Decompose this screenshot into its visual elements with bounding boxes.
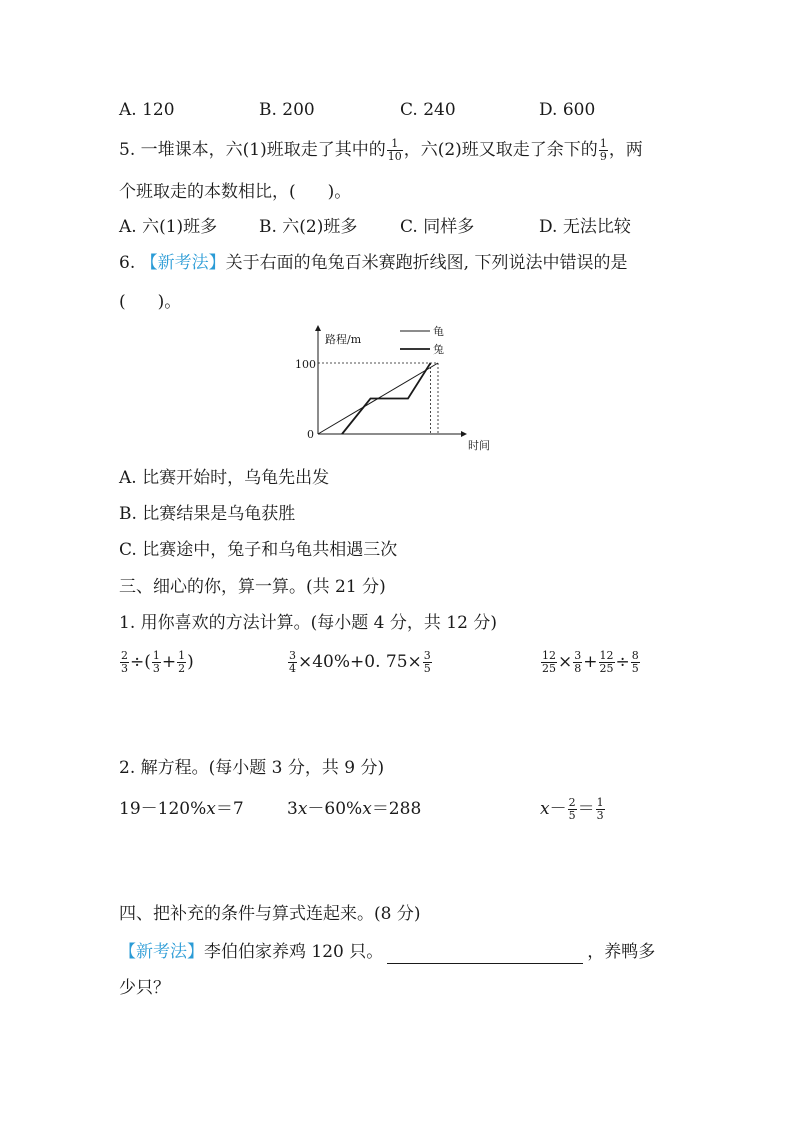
q4-option-b: B. 200 <box>259 100 315 120</box>
q6-option-b: B. 比赛结果是乌龟获胜 <box>119 504 296 524</box>
q4-option-d: D. 600 <box>539 100 596 120</box>
legend-hare-label: 兔 <box>433 343 444 356</box>
condition-fill-blank[interactable] <box>387 945 583 964</box>
q6-line1: 6. 【新考法】关于右面的龟兔百米赛跑折线图, 下列说法中错误的是 <box>119 253 628 273</box>
q6-line2: ( )。 <box>119 292 182 312</box>
q5-line1 <box>119 138 643 163</box>
section3-sub2: 2. 解方程。(每小题 3 分，共 9 分) <box>119 758 385 778</box>
y-axis-label: 路程/m <box>325 333 362 346</box>
q5-text-part1: 5. 一堆课本，六(1)班取走了其中的 <box>119 140 386 160</box>
q6-question-text: 关于右面的龟兔百米赛跑折线图, 下列说法中错误的是 <box>225 253 628 273</box>
calc-expression-2: $\frac{3}{4}$ ×40%+0. 75× $\frac{3}{5}$ <box>289 649 431 675</box>
equation-2: 3x－60%x＝288 <box>287 799 422 819</box>
q5-option-d: D. 无法比较 <box>539 217 631 237</box>
section3-sub1: 1. 用你喜欢的方法计算。(每小题 4 分，共 12 分) <box>119 613 497 633</box>
q5-fraction-1: $\frac{1}{10}$ <box>387 137 402 163</box>
q5-option-b: B. 六(2)班多 <box>259 217 358 237</box>
q6-option-a: A. 比赛开始时，乌龟先出发 <box>119 468 330 488</box>
x-axis-label: 时间 <box>468 439 490 452</box>
q5-text-part3: ，两 <box>608 140 643 160</box>
q6-new-method-tag: 【新考法】 <box>140 253 226 273</box>
series-hare-line <box>342 363 431 434</box>
section3-title: 三、细心的你，算一算。(共 21 分) <box>119 577 386 597</box>
q4-option-a: A. 120 <box>119 100 175 120</box>
legend-tortoise-label: 龟 <box>433 325 444 338</box>
q5-line2: 个班取走的本数相比，( )。 <box>119 182 352 202</box>
y-tick-100: 100 <box>295 358 316 371</box>
calc-expression-3: $\frac{12}{25}$ × $\frac{3}{8}$ + $\frac{12}{25}$ ÷ $\frac{8}{5}$ <box>542 649 639 675</box>
origin-label: 0 <box>307 428 314 441</box>
calc-expression-1: $\frac{2}{3}$ ÷( $\frac{1}{3}$ + $\frac{1}{2}$ ) <box>121 649 194 675</box>
section4-title: 四、把补充的条件与算式连起来。(8 分) <box>119 904 421 924</box>
q5-text-part2: ，六(2)班又取走了余下的 <box>403 140 598 160</box>
q5-option-c: C. 同样多 <box>400 217 475 237</box>
section4-line2: 少只？ <box>119 978 170 998</box>
tortoise-hare-line-chart <box>290 318 510 458</box>
section4-line1: 【新考法】李伯伯家养鸡 120 只。 ，养鸭多 <box>119 942 656 962</box>
q5-option-a: A. 六(1)班多 <box>119 217 218 237</box>
equation-3: x－ $\frac{2}{5}$ ＝ $\frac{1}{3}$ <box>540 796 604 822</box>
q6-option-c: C. 比赛途中，兔子和乌龟共相遇三次 <box>119 540 398 560</box>
section4-new-method-tag: 【新考法】 <box>119 942 204 962</box>
q5-fraction-2: $\frac{1}{9}$ <box>599 137 607 163</box>
q4-option-c: C. 240 <box>400 100 456 120</box>
equation-1: 19－120%x＝7 <box>119 799 244 819</box>
